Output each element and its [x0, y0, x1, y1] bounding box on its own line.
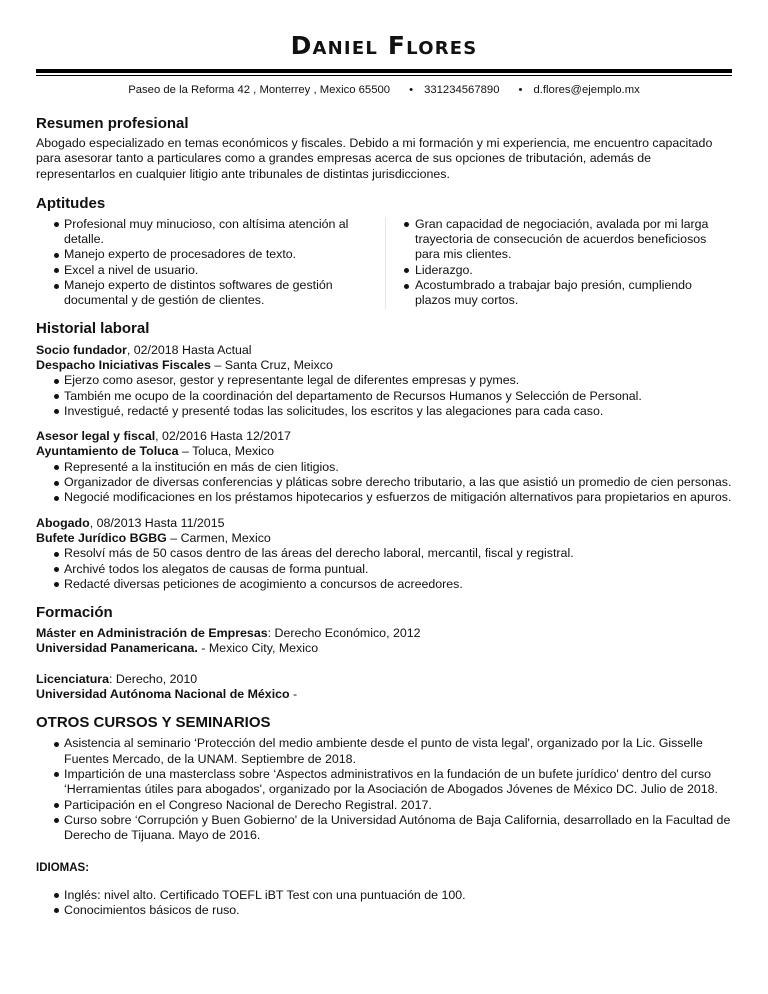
job-title-line — [36, 429, 732, 444]
education-heading: Formación — [36, 604, 113, 622]
skill-item: Gran capacidad de negociación, avalada por mi larga trayectoria de consecución de acuerdos beneficiosos para mis clientes. — [386, 217, 726, 263]
education-entry — [36, 672, 732, 703]
course-item: Impartición de una masterclass sobre ‘Aspectos administrativos en la fundación de un bufete jurídico' dentro del curso ‘Herramientas útiles para abogados', organizado por la Asociación de Abogados Jóvenes de México DC. Julio de 2018. — [36, 767, 732, 798]
degree-line — [36, 672, 732, 687]
job-bullet: Archivé todos los alegatos de causas de forma puntual. — [36, 562, 732, 577]
job-dates: , 08/2013 Hasta 11/2015 — [89, 515, 225, 530]
header-rule-thin — [36, 75, 732, 76]
job-entry — [36, 343, 732, 419]
skill-item: Profesional muy minucioso, con altísima atención al detalle. — [36, 217, 385, 248]
languages-list — [36, 888, 732, 919]
skill-item: Excel a nivel de usuario. — [36, 263, 385, 278]
job-bullet: Investigué, redacté y presenté todas las solicitudes, los escritos y las alegaciones para cada caso. — [36, 404, 732, 419]
job-bullets — [36, 373, 732, 419]
job-location: – Carmen, Mexico — [166, 530, 271, 545]
candidate-name: Daniel Flores — [290, 31, 478, 60]
course-item: Curso sobre ‘Corrupción y Buen Gobierno' de la Universidad Autónoma de Baja California, desarrollado en la Facultad de Derecho de Tijuana. Mayo de 2016. — [36, 813, 732, 844]
summary-section — [36, 115, 732, 182]
school-place: - Mexico City, Mexico — [197, 641, 319, 656]
degree-name: Máster en Administración de Empresas — [36, 626, 268, 641]
job-company-line — [36, 531, 732, 546]
job-company: Ayuntamiento de Toluca — [36, 444, 179, 459]
job-entry — [36, 429, 732, 505]
job-bullet: Ejerzo como asesor, gestor y representante legal de diferentes empresas y pymes. — [36, 373, 732, 388]
contact-address: Paseo de la Reforma 42 , Monterrey , Mexico 65500 — [128, 84, 391, 96]
job-company-line — [36, 358, 732, 373]
courses-list — [36, 736, 732, 843]
job-bullets — [36, 546, 732, 592]
job-company-line — [36, 444, 732, 459]
job-title-line — [36, 343, 732, 358]
job-bullet: Representé a la institución en más de cien litigios. — [36, 460, 732, 475]
job-location: – Santa Cruz, Meixco — [210, 357, 333, 372]
school-place: - — [289, 687, 298, 702]
courses-section — [36, 714, 732, 918]
job-bullet: También me ocupo de la coordinación del departamento de Recursos Humanos y Selección de Personal. — [36, 389, 732, 404]
school-line — [36, 641, 732, 656]
contact-email: d.flores@ejemplo.mx — [533, 84, 640, 96]
skill-item: Acostumbrado a trabajar bajo presión, cumpliendo plazos muy cortos. — [386, 278, 726, 309]
job-entry — [36, 516, 732, 592]
job-location: – Toluca, Mexico — [178, 444, 275, 459]
education-section — [36, 604, 732, 702]
skill-item: Manejo experto de distintos softwares de gestión documental y de gestión de clientes. — [36, 278, 385, 309]
job-role: Asesor legal y fiscal — [36, 429, 156, 444]
skill-item: Liderazgo. — [386, 263, 726, 278]
degree-name: Licenciatura — [36, 671, 109, 686]
job-title-line — [36, 516, 732, 531]
job-bullet: Negocié modificaciones en los préstamos hipotecarios y esfuerzos de mitigación alternativos para propietarios en apuros. — [36, 490, 732, 505]
bullet-icon: • — [518, 84, 523, 96]
job-role: Abogado — [36, 515, 90, 530]
school-line — [36, 687, 732, 702]
job-bullet: Redacté diversas peticiones de acogimiento a concursos de acreedores. — [36, 577, 732, 592]
courses-heading: OTROS CURSOS Y SEMINARIOS — [36, 714, 271, 732]
header-rule-thick — [36, 69, 732, 73]
job-bullets — [36, 460, 732, 506]
education-entry — [36, 626, 732, 657]
job-role: Socio fundador — [36, 342, 127, 357]
work-history-section — [36, 320, 732, 592]
contact-phone: 331234567890 — [424, 84, 500, 96]
language-item: Inglés: nivel alto. Certificado TOEFL iBT Test con una puntuación de 100. — [36, 888, 732, 903]
job-dates: , 02/2018 Hasta Actual — [126, 342, 252, 357]
summary-text: Abogado especializado en temas económicos y fiscales. Debido a mi formación y mi experiencia, me encuentro capacitado para asesorar tanto a particulares como a grandes empresas acerca de sus opciones de tributación, además de representarlos en cualquier litigio ante tribunales de distintas jurisdicciones. — [36, 136, 713, 181]
skills-list-right — [386, 217, 726, 309]
skill-item: Manejo experto de procesadores de texto. — [36, 247, 385, 262]
job-company: Despacho Iniciativas Fiscales — [36, 357, 211, 372]
languages-heading: IDIOMAS: — [36, 862, 90, 875]
job-company: Bufete Jurídico BGBG — [36, 530, 167, 545]
degree-detail: : Derecho, 2010 — [109, 671, 198, 686]
course-item: Asistencia al seminario ‘Protección del medio ambiente desde el punto de vista legal', organizado por la Lic. Gisselle Fuentes Mercado, de la UNAM. Septiembre de 2018. — [36, 736, 732, 767]
contact-line — [36, 83, 732, 97]
skills-heading: Aptitudes — [36, 194, 106, 212]
language-item: Conocimientos básicos de ruso. — [36, 903, 732, 918]
job-dates: , 02/2016 Hasta 12/2017 — [155, 429, 291, 444]
work-heading: Historial laboral — [36, 319, 150, 337]
job-bullet: Resolví más de 50 casos dentro de las áreas del derecho laboral, mercantil, fiscal y registral. — [36, 546, 732, 561]
skills-section — [36, 195, 732, 309]
summary-heading: Resumen profesional — [36, 115, 189, 132]
job-bullet: Organizador de diversas conferencias y pláticas sobre derecho tributario, a las que asistió un promedio de cien personas. — [36, 475, 732, 490]
school-name: Universidad Autónoma Nacional de México — [36, 687, 290, 702]
bullet-icon: • — [409, 84, 414, 96]
skills-list-left — [36, 217, 386, 309]
degree-line — [36, 626, 732, 641]
school-name: Universidad Panamericana. — [36, 641, 198, 656]
skills-columns — [36, 217, 732, 309]
course-item: Participación en el Congreso Nacional de Derecho Registral. 2017. — [36, 798, 732, 813]
degree-detail: : Derecho Económico, 2012 — [267, 626, 421, 641]
